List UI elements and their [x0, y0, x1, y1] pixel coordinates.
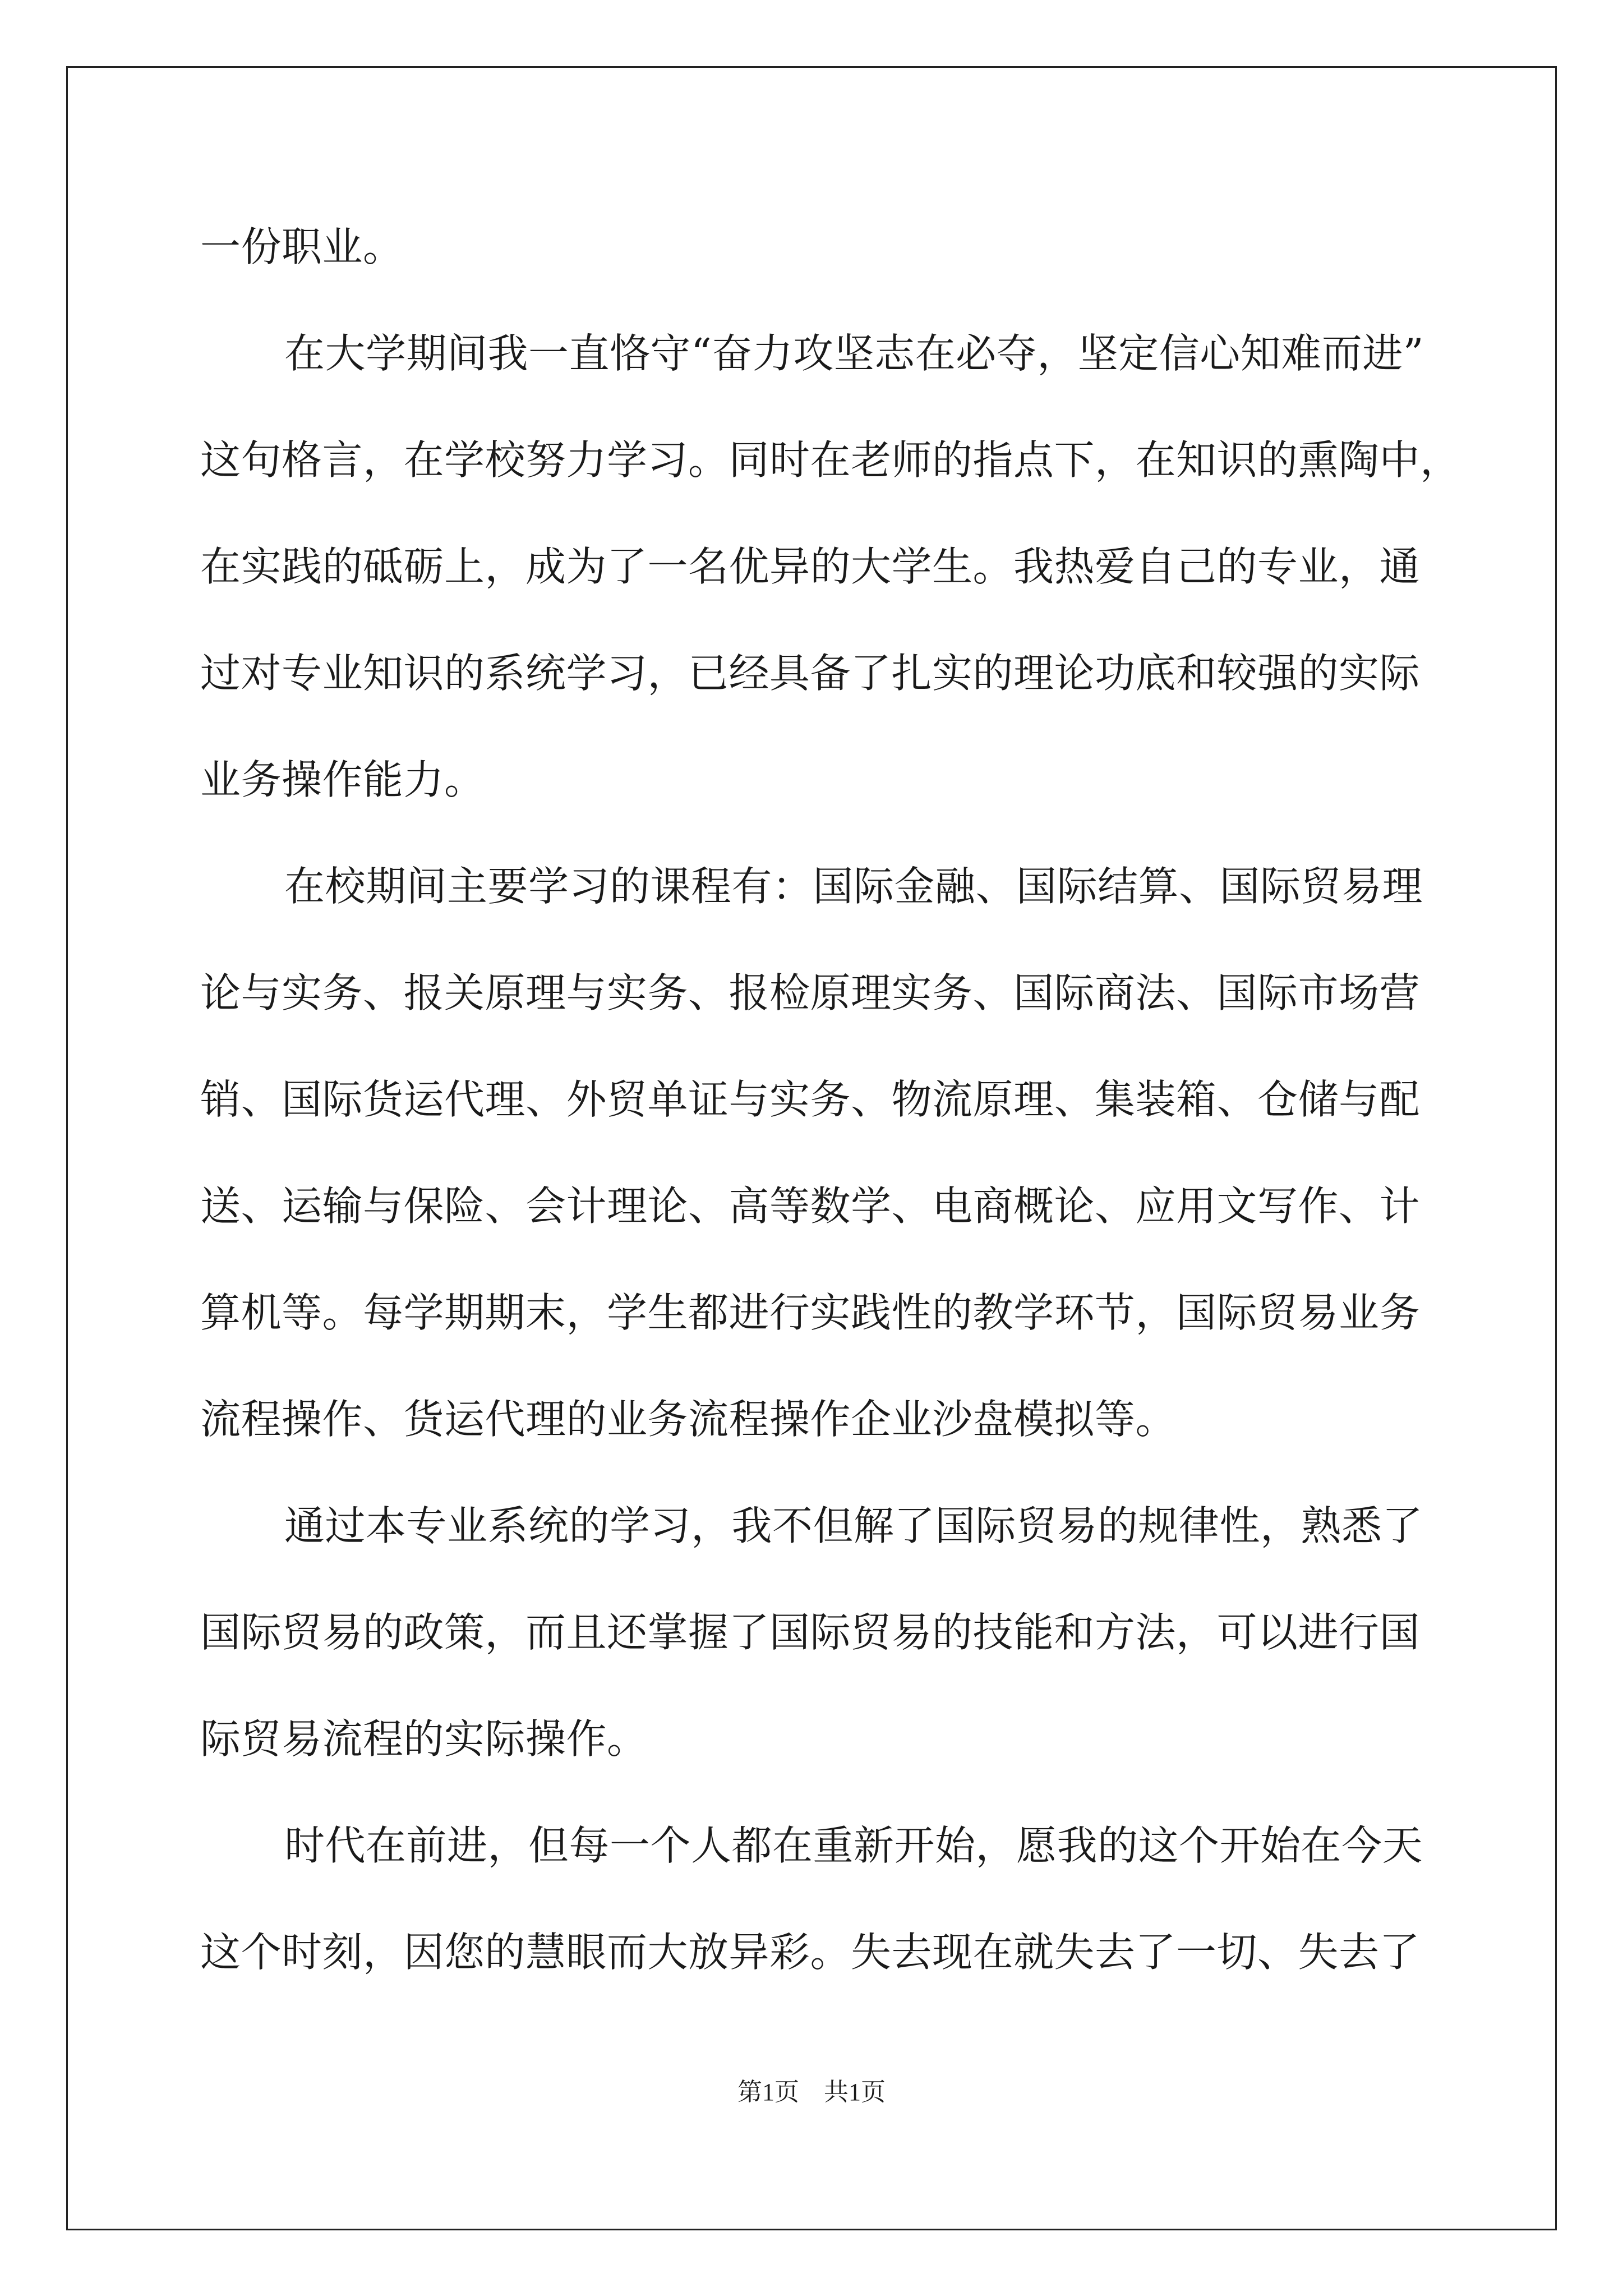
text-line: 这句格言，在学校努力学习。同时在老师的指点下，在知识的熏陶中， — [200, 436, 1461, 484]
text-line: 算机等。每学期期末，学生都进行实践性的教学环节，国际贸易业务 — [200, 1289, 1421, 1336]
text-line: 流程操作、货运代理的业务流程操作企业沙盘模拟等。 — [200, 1396, 1177, 1443]
text-line: 在校期间主要学习的课程有：国际金融、国际结算、国际贸易理 — [284, 863, 1423, 910]
text-line: 销、国际货运代理、外贸单证与实务、物流原理、集装箱、仓储与配 — [200, 1076, 1421, 1123]
text-line: 国际贸易的政策，而且还掌握了国际贸易的技能和方法，可以进行国 — [200, 1609, 1421, 1656]
text-line: 在实践的砥砺上，成为了一名优异的大学生。我热爱自己的专业，通 — [200, 543, 1421, 590]
page-border — [66, 66, 1557, 2230]
page-footer: 第1页 共1页 — [737, 2078, 886, 2106]
text-line: 时代在前进，但每一个人都在重新开始，愿我的这个开始在今天 — [284, 1822, 1423, 1869]
text-line: 送、运输与保险、会计理论、高等数学、电商概论、应用文写作、计 — [200, 1182, 1421, 1230]
text-line: 一份职业。 — [200, 223, 404, 270]
text-line: 在大学期间我一直恪守“奋力攻坚志在必夺，坚定信心知难而进” — [284, 330, 1424, 377]
text-line: 这个时刻，因您的慧眼而大放异彩。失去现在就失去了一切、失去了 — [200, 1929, 1421, 1976]
text-line: 际贸易流程的实际操作。 — [200, 1715, 648, 1763]
text-line: 通过本专业系统的学习，我不但解了国际贸易的规律性，熟悉了 — [284, 1502, 1423, 1549]
text-line: 论与实务、报关原理与实务、报检原理实务、国际商法、国际市场营 — [200, 969, 1421, 1016]
text-line: 业务操作能力。 — [200, 756, 485, 803]
text-line: 过对专业知识的系统学习，已经具备了扎实的理论功底和较强的实际 — [200, 650, 1421, 697]
